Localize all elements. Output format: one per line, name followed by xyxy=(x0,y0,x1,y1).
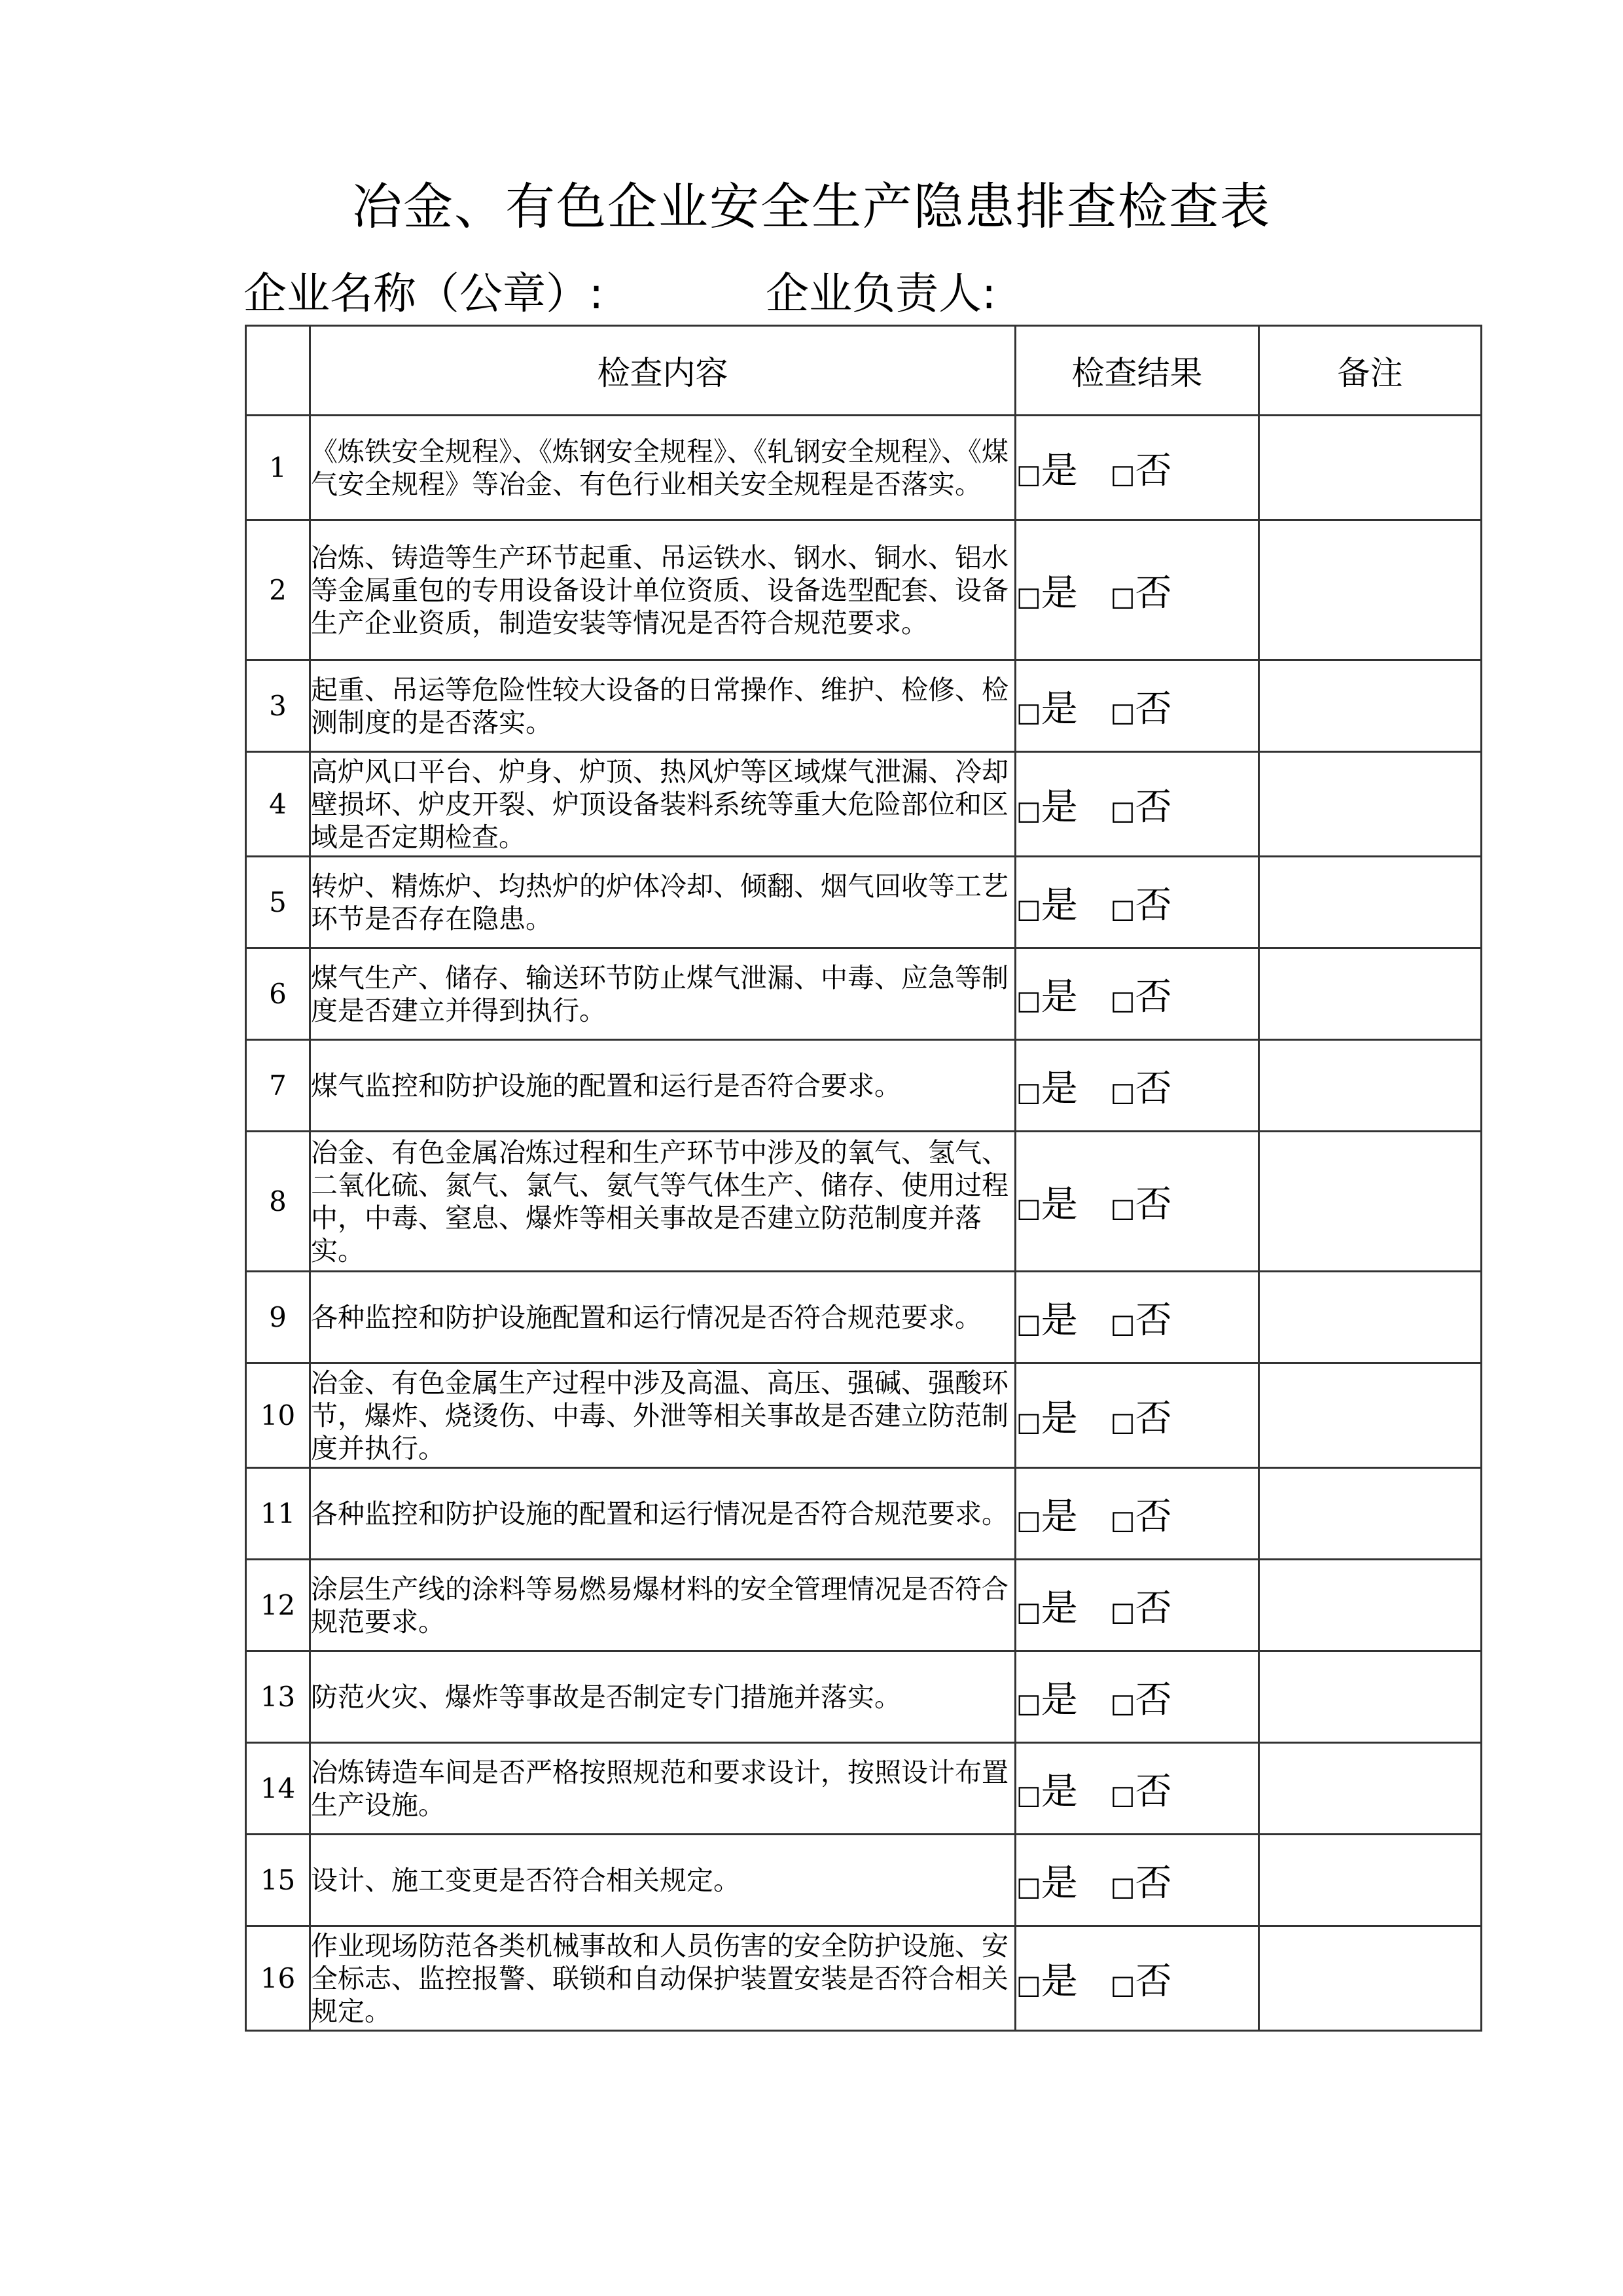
row-number: 12 xyxy=(246,1560,310,1651)
yes-option[interactable] xyxy=(1016,968,1078,1020)
row-remark[interactable] xyxy=(1259,1272,1482,1363)
row-remark[interactable] xyxy=(1259,1040,1482,1132)
no-label: 否 xyxy=(1135,1770,1172,1813)
row-remark[interactable] xyxy=(1259,520,1482,660)
no-label: 否 xyxy=(1135,571,1172,615)
no-label: 否 xyxy=(1135,1397,1172,1440)
row-number: 2 xyxy=(246,520,310,660)
row-remark[interactable] xyxy=(1259,1363,1482,1468)
yes-label: 是 xyxy=(1041,1183,1078,1226)
checkbox-icon[interactable]: □ xyxy=(1110,1407,1135,1437)
yes-label: 是 xyxy=(1041,1495,1078,1538)
row-remark[interactable] xyxy=(1259,1560,1482,1651)
row-number: 15 xyxy=(246,1835,310,1926)
row-result xyxy=(1016,1743,1259,1835)
company-name-label: 企业名称（公章）: xyxy=(243,268,604,319)
row-number: 11 xyxy=(246,1468,310,1560)
row-number: 9 xyxy=(246,1272,310,1363)
checkbox-icon[interactable]: □ xyxy=(1016,1780,1041,1810)
row-number: 4 xyxy=(246,752,310,857)
yes-label: 是 xyxy=(1041,1067,1078,1110)
checkbox-icon[interactable]: □ xyxy=(1016,1688,1041,1719)
yes-option[interactable] xyxy=(1016,564,1078,617)
yes-label: 是 xyxy=(1041,1861,1078,1905)
row-remark[interactable] xyxy=(1259,1651,1482,1743)
row-result xyxy=(1016,1363,1259,1468)
checkbox-icon[interactable]: □ xyxy=(1016,1596,1041,1627)
yes-option[interactable] xyxy=(1016,778,1078,831)
row-check-content: 各种监控和防护设施的配置和运行情况是否符合规范要求。 xyxy=(310,1468,1016,1560)
row-check-content: 煤气生产、储存、输送环节防止煤气泄漏、中毒、应急等制度是否建立并得到执行。 xyxy=(310,948,1016,1040)
checkbox-icon[interactable]: □ xyxy=(1016,459,1041,490)
table-row xyxy=(246,1743,1482,1835)
row-number: 14 xyxy=(246,1743,310,1835)
table-row xyxy=(246,1132,1482,1272)
row-number: 8 xyxy=(246,1132,310,1272)
yes-label: 是 xyxy=(1041,449,1078,492)
row-result xyxy=(1016,520,1259,660)
checkbox-icon[interactable]: □ xyxy=(1016,697,1041,728)
checkbox-icon[interactable]: □ xyxy=(1016,1505,1041,1535)
row-check-content: 高炉风口平台、炉身、炉顶、热风炉等区域煤气泄漏、冷却壁损坏、炉皮开裂、炉顶设备装料系统等重大危险部位和区域是否定期检查。 xyxy=(310,752,1016,857)
checkbox-icon[interactable]: □ xyxy=(1110,1077,1135,1107)
no-label: 否 xyxy=(1135,884,1172,927)
no-label: 否 xyxy=(1135,1678,1172,1721)
checkbox-icon[interactable]: □ xyxy=(1110,1688,1135,1719)
no-option[interactable] xyxy=(1111,1390,1172,1442)
yes-option[interactable] xyxy=(1016,1579,1078,1632)
yes-option[interactable] xyxy=(1016,1952,1078,2005)
row-remark[interactable] xyxy=(1259,1743,1482,1835)
no-label: 否 xyxy=(1135,1299,1172,1342)
row-remark[interactable] xyxy=(1259,660,1482,752)
row-check-content: 各种监控和防护设施配置和运行情况是否符合规范要求。 xyxy=(310,1272,1016,1363)
yes-option[interactable] xyxy=(1016,1060,1078,1112)
inspection-table xyxy=(245,325,1482,2032)
row-check-content: 冶金、有色金属生产过程中涉及高温、高压、强碱、强酸环节，爆炸、烧烫伤、中毒、外泄等相关事故是否建立防范制度并执行。 xyxy=(310,1363,1016,1468)
no-label: 否 xyxy=(1135,1861,1172,1905)
yes-option[interactable] xyxy=(1016,876,1078,929)
table-row xyxy=(246,752,1482,857)
no-option[interactable] xyxy=(1111,1952,1172,2005)
no-option[interactable] xyxy=(1111,876,1172,929)
row-check-content: 作业现场防范各类机械事故和人员伤害的安全防护设施、安全标志、监控报警、联锁和自动保护装置安装是否符合相关规定。 xyxy=(310,1926,1016,2031)
no-option[interactable] xyxy=(1111,1763,1172,1815)
yes-option[interactable] xyxy=(1016,1390,1078,1442)
checkbox-icon[interactable]: □ xyxy=(1110,1505,1135,1535)
yes-label: 是 xyxy=(1041,1299,1078,1342)
row-number: 16 xyxy=(246,1926,310,2031)
row-result xyxy=(1016,1040,1259,1132)
row-check-content: 防范火灾、爆炸等事故是否制定专门措施并落实。 xyxy=(310,1651,1016,1743)
yes-label: 是 xyxy=(1041,687,1078,730)
no-label: 否 xyxy=(1135,785,1172,829)
no-label: 否 xyxy=(1135,1587,1172,1630)
no-label: 否 xyxy=(1135,975,1172,1018)
row-result xyxy=(1016,857,1259,948)
company-leader-label: 企业负责人: xyxy=(766,268,997,319)
row-check-content: 冶炼铸造车间是否严格按照规范和要求设计，按照设计布置生产设施。 xyxy=(310,1743,1016,1835)
no-label: 否 xyxy=(1135,1495,1172,1538)
yes-option[interactable] xyxy=(1016,1854,1078,1907)
checkbox-icon[interactable]: □ xyxy=(1110,581,1135,612)
no-option[interactable] xyxy=(1111,1291,1172,1344)
row-number: 1 xyxy=(246,416,310,520)
row-remark[interactable] xyxy=(1259,1468,1482,1560)
table-row xyxy=(246,1651,1482,1743)
checkbox-icon[interactable]: □ xyxy=(1110,1596,1135,1627)
header-remark: 备注 xyxy=(1259,326,1482,416)
row-remark[interactable] xyxy=(1259,857,1482,948)
no-label: 否 xyxy=(1135,1960,1172,2003)
row-check-content: 涂层生产线的涂料等易燃易爆材料的安全管理情况是否符合规范要求。 xyxy=(310,1560,1016,1651)
checkbox-icon[interactable]: □ xyxy=(1110,893,1135,924)
yes-label: 是 xyxy=(1041,1770,1078,1813)
yes-label: 是 xyxy=(1041,1960,1078,2003)
row-result xyxy=(1016,1926,1259,2031)
table-row xyxy=(246,1926,1482,2031)
no-label: 否 xyxy=(1135,1183,1172,1226)
row-number: 6 xyxy=(246,948,310,1040)
table-row xyxy=(246,1835,1482,1926)
no-option[interactable] xyxy=(1111,1488,1172,1540)
row-number: 7 xyxy=(246,1040,310,1132)
no-option[interactable] xyxy=(1111,680,1172,732)
row-remark[interactable] xyxy=(1259,1132,1482,1272)
row-number: 10 xyxy=(246,1363,310,1468)
row-result xyxy=(1016,660,1259,752)
yes-option[interactable] xyxy=(1016,1291,1078,1344)
checkbox-icon[interactable]: □ xyxy=(1016,893,1041,924)
row-result xyxy=(1016,1272,1259,1363)
row-check-content: 《炼铁安全规程》、《炼钢安全规程》、《轧钢安全规程》、《煤气安全规程》等冶金、有色行业相关安全规程是否落实。 xyxy=(310,416,1016,520)
no-option[interactable] xyxy=(1111,1060,1172,1112)
no-label: 否 xyxy=(1135,1067,1172,1110)
row-result xyxy=(1016,752,1259,857)
checkbox-icon[interactable]: □ xyxy=(1016,581,1041,612)
checkbox-icon[interactable]: □ xyxy=(1110,1780,1135,1810)
row-number: 5 xyxy=(246,857,310,948)
checkbox-icon[interactable]: □ xyxy=(1016,1871,1041,1902)
no-option[interactable] xyxy=(1111,1579,1172,1632)
row-check-content: 冶金、有色金属冶炼过程和生产环节中涉及的氧气、氢气、二氧化硫、氮气、氯气、氨气等气体生产、储存、使用过程中，中毒、窒息、爆炸等相关事故是否建立防范制度并落实。 xyxy=(310,1132,1016,1272)
table-row xyxy=(246,948,1482,1040)
row-result xyxy=(1016,1651,1259,1743)
yes-label: 是 xyxy=(1041,975,1078,1018)
checkbox-icon[interactable]: □ xyxy=(1016,1969,1041,2000)
row-result xyxy=(1016,1560,1259,1651)
row-remark[interactable] xyxy=(1259,752,1482,857)
row-result xyxy=(1016,1835,1259,1926)
no-label: 否 xyxy=(1135,687,1172,730)
row-remark[interactable] xyxy=(1259,1835,1482,1926)
checkbox-icon[interactable]: □ xyxy=(1110,1308,1135,1339)
table-row xyxy=(246,1272,1482,1363)
checkbox-icon[interactable]: □ xyxy=(1110,1871,1135,1902)
table-row xyxy=(246,1560,1482,1651)
checkbox-icon[interactable]: □ xyxy=(1016,985,1041,1016)
table-row xyxy=(246,416,1482,520)
table-row xyxy=(246,660,1482,752)
row-check-content: 煤气监控和防护设施的配置和运行是否符合要求。 xyxy=(310,1040,1016,1132)
yes-option[interactable] xyxy=(1016,1671,1078,1723)
table-row xyxy=(246,1040,1482,1132)
no-label: 否 xyxy=(1135,449,1172,492)
no-option[interactable] xyxy=(1111,1671,1172,1723)
checkbox-icon[interactable]: □ xyxy=(1016,1308,1041,1339)
row-number: 3 xyxy=(246,660,310,752)
table-row xyxy=(246,520,1482,660)
header-number xyxy=(246,326,310,416)
no-option[interactable] xyxy=(1111,1175,1172,1228)
no-option[interactable] xyxy=(1111,564,1172,617)
no-option[interactable] xyxy=(1111,968,1172,1020)
yes-label: 是 xyxy=(1041,1678,1078,1721)
table-row xyxy=(246,857,1482,948)
yes-option[interactable] xyxy=(1016,680,1078,732)
checkbox-icon[interactable]: □ xyxy=(1016,1077,1041,1107)
yes-option[interactable] xyxy=(1016,1175,1078,1228)
row-remark[interactable] xyxy=(1259,948,1482,1040)
table-header-row xyxy=(246,326,1482,416)
row-remark[interactable] xyxy=(1259,416,1482,520)
checkbox-icon[interactable]: □ xyxy=(1110,795,1135,826)
row-result xyxy=(1016,1132,1259,1272)
row-number: 13 xyxy=(246,1651,310,1743)
checkbox-icon[interactable]: □ xyxy=(1110,1193,1135,1223)
header-result: 检查结果 xyxy=(1016,326,1259,416)
row-check-content: 冶炼、铸造等生产环节起重、吊运铁水、钢水、铜水、铝水等金属重包的专用设备设计单位资质、设备选型配套、设备生产企业资质，制造安装等情况是否符合规范要求。 xyxy=(310,520,1016,660)
page-title: 冶金、有色企业安全生产隐患排查检查表 xyxy=(352,177,1271,236)
checkbox-icon[interactable]: □ xyxy=(1110,459,1135,490)
table-row xyxy=(246,1363,1482,1468)
yes-option[interactable] xyxy=(1016,1763,1078,1815)
no-option[interactable] xyxy=(1111,1854,1172,1907)
table-row xyxy=(246,1468,1482,1560)
checkbox-icon[interactable]: □ xyxy=(1016,1193,1041,1223)
yes-label: 是 xyxy=(1041,884,1078,927)
checkbox-icon[interactable]: □ xyxy=(1110,985,1135,1016)
header-content: 检查内容 xyxy=(310,326,1016,416)
yes-label: 是 xyxy=(1041,1397,1078,1440)
yes-option[interactable] xyxy=(1016,442,1078,494)
row-result xyxy=(1016,948,1259,1040)
row-result xyxy=(1016,1468,1259,1560)
row-remark[interactable] xyxy=(1259,1926,1482,2031)
row-result xyxy=(1016,416,1259,520)
row-check-content: 设计、施工变更是否符合相关规定。 xyxy=(310,1835,1016,1926)
yes-label: 是 xyxy=(1041,571,1078,615)
checkbox-icon[interactable]: □ xyxy=(1110,1969,1135,2000)
no-option[interactable] xyxy=(1111,442,1172,494)
checkbox-icon[interactable]: □ xyxy=(1016,795,1041,826)
yes-option[interactable] xyxy=(1016,1488,1078,1540)
row-check-content: 起重、吊运等危险性较大设备的日常操作、维护、检修、检测制度的是否落实。 xyxy=(310,660,1016,752)
checkbox-icon[interactable]: □ xyxy=(1016,1407,1041,1437)
yes-label: 是 xyxy=(1041,1587,1078,1630)
checkbox-icon[interactable]: □ xyxy=(1110,697,1135,728)
row-check-content: 转炉、精炼炉、均热炉的炉体冷却、倾翻、烟气回收等工艺环节是否存在隐患。 xyxy=(310,857,1016,948)
no-option[interactable] xyxy=(1111,778,1172,831)
yes-label: 是 xyxy=(1041,785,1078,829)
